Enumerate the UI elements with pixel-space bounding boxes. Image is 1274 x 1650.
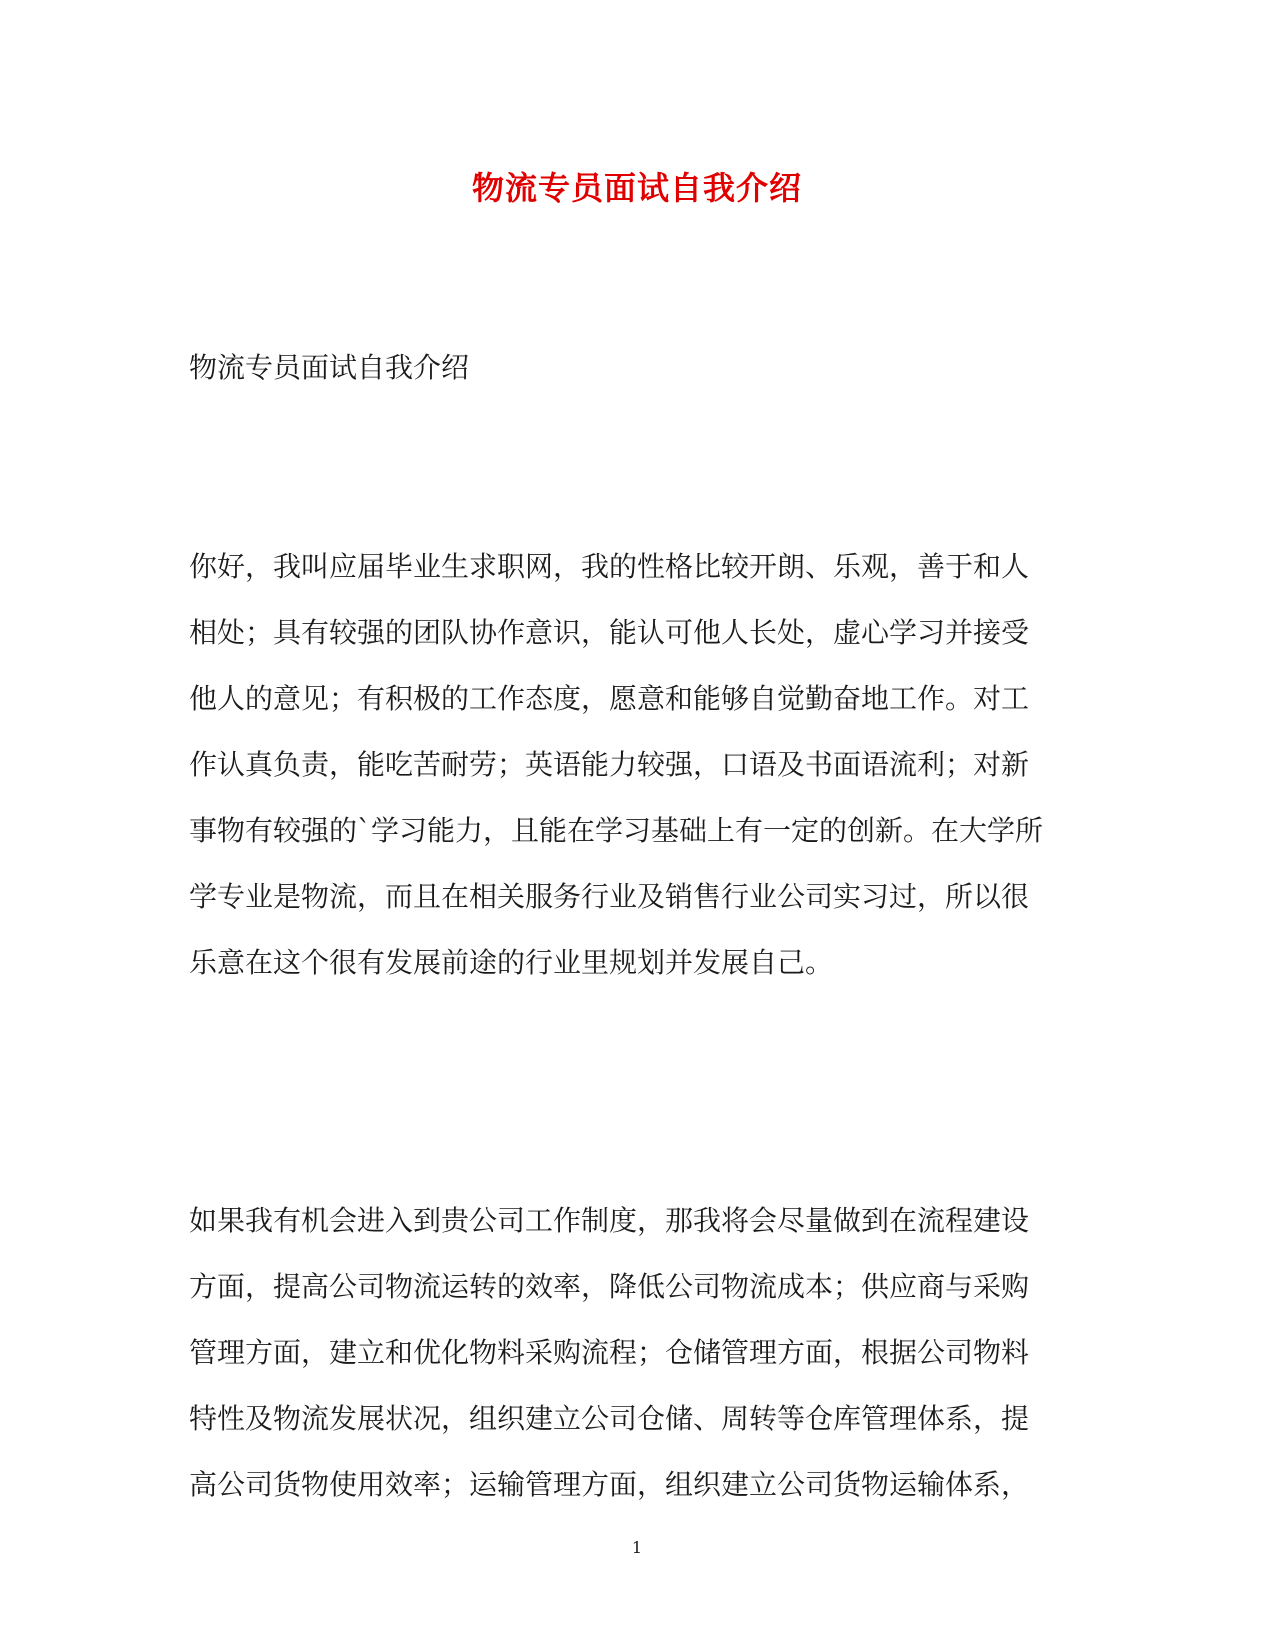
paragraph-line: 相处；具有较强的团队协作意识，能认可他人长处，虚心学习并接受 <box>189 616 1030 649</box>
paragraph-line: 管理方面，建立和优化物料采购流程；仓储管理方面，根据公司物料 <box>189 1336 1030 1369</box>
paragraph-work-plan <box>189 1201 1089 1531</box>
paragraph-line: 方面，提高公司物流运转的效率，降低公司物流成本；供应商与采购 <box>189 1270 1030 1303</box>
paragraph-line: 乐意在这个很有发展前途的行业里规划并发展自己。 <box>189 946 834 979</box>
paragraph-line: 作认真负责，能吃苦耐劳；英语能力较强，口语及书面语流利；对新 <box>189 748 1030 781</box>
page-title: 物流专员面试自我介绍 <box>471 169 802 207</box>
paragraph-self-introduction <box>189 547 1089 1009</box>
paragraph-line: 如果我有机会进入到贵公司工作制度，那我将会尽量做到在流程建设 <box>189 1204 1030 1237</box>
paragraph-line: 高公司货物使用效率；运输管理方面，组织建立公司货物运输体系， <box>189 1468 1030 1501</box>
paragraph-line: 学专业是物流，而且在相关服务行业及销售行业公司实习过，所以很 <box>189 880 1030 913</box>
page-number: 1 <box>631 1538 643 1557</box>
paragraph-line: 特性及物流发展状况，组织建立公司仓储、周转等仓库管理体系，提 <box>189 1402 1030 1435</box>
paragraph-line: 他人的意见；有积极的工作态度，愿意和能够自觉勤奋地工作。对工 <box>189 682 1030 715</box>
paragraph-line: 你好，我叫应届毕业生求职网，我的性格比较开朗、乐观，善于和人 <box>189 550 1030 583</box>
paragraph-line: 事物有较强的`学习能力，且能在学习基础上有一定的创新。在大学所 <box>189 814 1044 847</box>
document-subtitle: 物流专员面试自我介绍 <box>189 351 470 384</box>
